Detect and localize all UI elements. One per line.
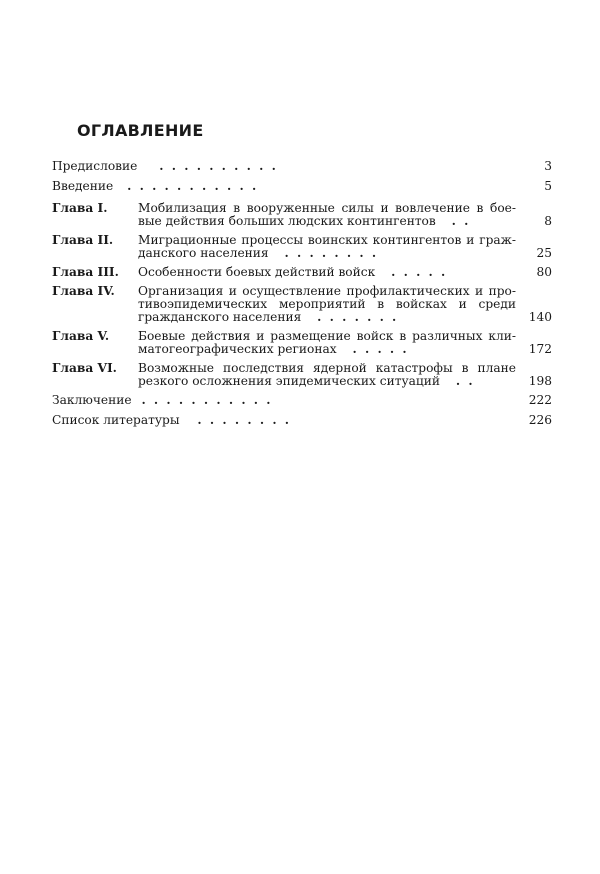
chapter-title-line: Организация и осуществление профилактических и про-: [138, 285, 516, 298]
toc-entry-chapter-6[interactable]: [52, 362, 552, 388]
chapter-title-line: Особенности боевых действий войск: [138, 266, 376, 279]
toc-entry-label: Введение: [52, 179, 114, 193]
chapter-title-line-wrap: [138, 247, 516, 260]
toc-page-number: 140: [528, 310, 552, 324]
toc-entry-chapter-5[interactable]: [52, 330, 552, 356]
chapter-title-line: гражданского населения: [138, 311, 302, 324]
toc-entry-label: Предисловие: [52, 159, 138, 173]
leader-dots: . . . . . . . . . . .: [141, 393, 273, 407]
chapter-title-line: Боевые действия и размещение войск в различных кли-: [138, 330, 516, 343]
toc-entry-preface[interactable]: [52, 160, 552, 176]
toc-page-number: 226: [528, 413, 552, 427]
toc-entry-conclusion[interactable]: [52, 394, 552, 410]
chapter-title-line-wrap: [138, 375, 516, 388]
chapter-title-line: Миграционные процессы воинских контингентов и граж-: [138, 234, 516, 247]
chapter-number: Глава I.: [52, 201, 108, 215]
toc-page-number: 25: [536, 246, 552, 260]
toc-page-number: 80: [536, 265, 552, 279]
toc-page-number: 8: [544, 214, 552, 228]
leader-dots: . . . . .: [391, 266, 448, 279]
chapter-title-line: Мобилизация в вооруженные силы и вовлечение в бое-: [138, 202, 516, 215]
chapter-number: Глава VI.: [52, 361, 117, 375]
leader-dots: . . . . .: [352, 343, 409, 356]
chapter-title-line-wrap: [138, 311, 516, 324]
leader-dots: . .: [451, 215, 471, 228]
chapter-title-line-wrap: [138, 343, 516, 356]
chapter-title-line-wrap: [138, 266, 516, 279]
chapter-number: Глава IV.: [52, 284, 115, 298]
page-title: ОГЛАВЛЕНИЕ: [77, 121, 204, 140]
leader-dots: . . . . . . . .: [197, 413, 292, 427]
chapter-title-line: вые действия больших людских контингентов: [138, 215, 436, 228]
toc-entry-chapter-3[interactable]: [52, 266, 552, 279]
toc-page-number: 3: [544, 159, 552, 173]
table-of-contents: [52, 156, 552, 430]
chapter-number: Глава V.: [52, 329, 110, 343]
leader-dots: . . . . . . . . . .: [159, 159, 278, 173]
chapter-title-line: Возможные последствия ядерной катастрофы в плане: [138, 362, 516, 375]
chapter-title-line: матогеографических регионах: [138, 343, 337, 356]
toc-page-number: 5: [544, 179, 552, 193]
chapter-title-line: тивоэпидемических мероприятий в войсках и среди: [138, 298, 516, 311]
toc-page-number: 172: [528, 342, 552, 356]
leader-dots: . .: [455, 375, 475, 388]
toc-page-number: 198: [528, 374, 552, 388]
toc-entry-label: Список литературы: [52, 413, 180, 427]
toc-entry-label: Заключение: [52, 393, 132, 407]
toc-entry-references[interactable]: [52, 414, 552, 430]
toc-entry-chapter-4[interactable]: [52, 285, 552, 324]
toc-entry-chapter-2[interactable]: [52, 234, 552, 260]
chapter-title-line: резкого осложнения эпидемических ситуаций: [138, 375, 440, 388]
chapter-title-line: данского населения: [138, 247, 269, 260]
leader-dots: . . . . . . . .: [284, 247, 379, 260]
leader-dots: . . . . . . .: [317, 311, 399, 324]
chapter-number: Глава III.: [52, 265, 119, 279]
toc-page-number: 222: [528, 393, 552, 407]
leader-dots: . . . . . . . . . . .: [127, 179, 259, 193]
chapter-title-line-wrap: [138, 215, 516, 228]
chapter-number: Глава II.: [52, 233, 114, 247]
toc-entry-introduction[interactable]: [52, 180, 552, 196]
toc-entry-chapter-1[interactable]: [52, 202, 552, 228]
